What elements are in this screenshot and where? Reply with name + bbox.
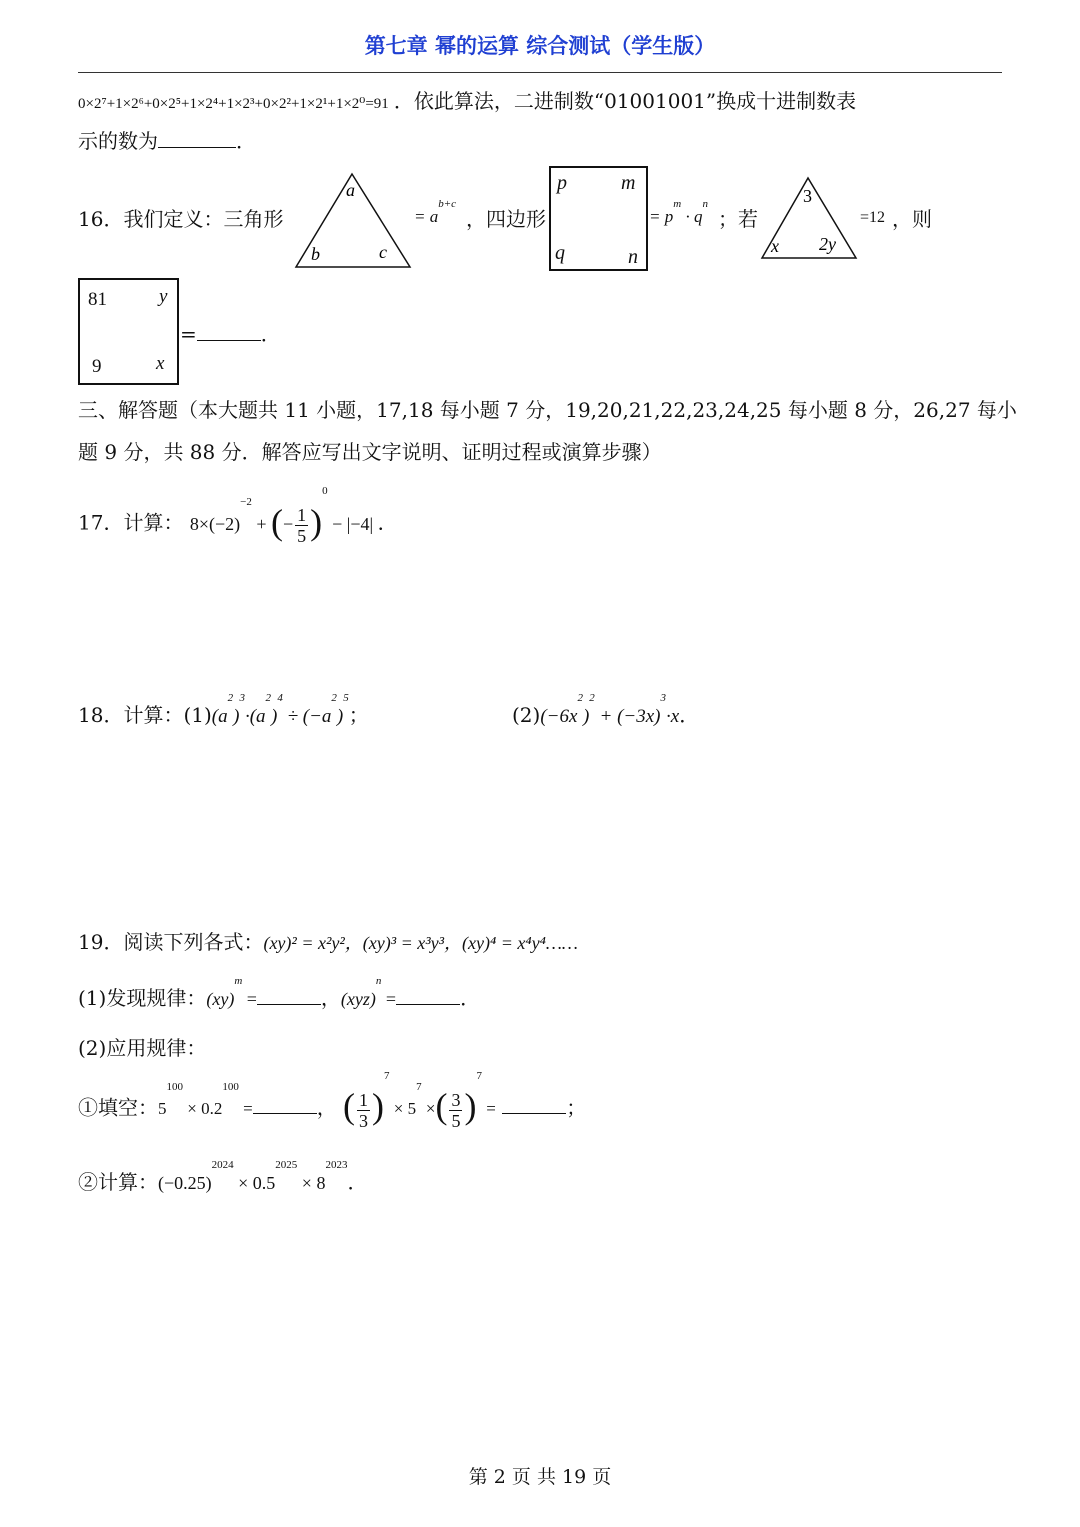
q16-tri2-value: =12 [860,209,886,226]
q15-text2: 示的数为 [78,129,158,153]
q15-line2 [78,127,256,155]
q19-c1-exp3: 7 [476,1070,482,1082]
q19-c1-sep: ， [316,1095,337,1120]
q19-c1-b-exp: 100 [222,1081,239,1093]
q19-c1-lead: ①填空： [78,1095,158,1120]
q17-part1: 8×(−2) [189,513,241,534]
tri2-left-label: x [771,236,779,256]
q17-neg: − [282,513,294,534]
q17-rparen: ) [310,501,323,542]
q18-lead2: (2) [512,703,541,727]
q19-c1-blank-a[interactable] [253,1095,317,1114]
q18-e1-4: ·(a [244,706,266,727]
q16-def2-exp-n: n [702,198,708,210]
quad2-tl-label: 81 [88,289,107,310]
q18-lead: 18．计算：(1) [78,703,212,727]
quad1-br-label: n [628,246,638,268]
q19-p1-end: ． [460,986,481,1010]
q19-intro [78,928,578,957]
q16-answer-blank[interactable] [197,322,261,341]
q17-zero-exp: 0 [322,485,328,497]
triangle-diagram-2 [760,176,858,262]
section3-line2: 题 9 分，共 88 分．解答应写出文字说明、证明过程或演算步骤） [78,440,662,464]
q18-e2-7: ． [679,703,700,727]
tri2-right-label: 2y [819,234,836,254]
tri1-top-label: a [346,180,355,200]
q15-line1 [78,87,856,115]
q19-c1-b: × 0.2 [183,1099,223,1119]
q18-e1-5: 2 [265,692,272,704]
q19-c1-end: ； [566,1095,587,1120]
q16-cond: ；若 [718,207,758,231]
q18-e1-9: 2 [331,692,337,704]
q19-c1-eq: = [238,1099,253,1119]
q18-e2-0: (−6x [540,706,578,727]
q19-c1-rparen2: ) [464,1086,477,1127]
q17-frac-num: 1 [297,505,307,525]
q18-e2-1: 2 [577,692,583,704]
q16-def1 [414,198,457,227]
quad2-tr-label: y [159,286,168,307]
q19-c1-rparen1: ) [372,1086,385,1127]
q18-expr1 [211,692,349,727]
q18-expr2 [540,692,680,727]
q17-plus: + [251,513,271,534]
q19-c1-frac1 [357,1090,370,1131]
q17-lparen: ( [270,501,283,542]
tri1-right-label: c [379,242,387,262]
q18-e2-2: ) [582,706,590,727]
q19-c1-f1-den: 3 [359,1111,369,1131]
q19-c2-lead: ②计算： [78,1170,158,1194]
q18-e1-6: ) [271,706,278,727]
q18-part2 [512,692,700,731]
q16-then: ，则 [892,207,932,231]
q19-c1-f2-den: 5 [451,1111,461,1131]
q16-def2-exp-m: m [673,198,682,210]
q19-lead: 19．阅读下列各式： [78,930,264,954]
q19-c1-f2-num: 3 [451,1090,461,1110]
quadrilateral-diagram-1 [549,166,648,271]
q16-end: ． [260,322,281,346]
quad1-tr-label: m [621,172,636,194]
q19-c1-mid: × 5 [389,1099,417,1119]
q19-c1-eq2: = [481,1099,496,1119]
q19-c1-times: × [421,1099,436,1119]
q16-eq: = [180,322,197,346]
q19-c2-c: × 8 [297,1173,326,1193]
q19-c2-b-exp: 2025 [275,1159,298,1171]
q18-e1-8: ÷ (−a [282,706,332,727]
q18-e1-2: ) [233,706,240,727]
q19-part1 [78,975,481,1013]
q18-e2-3: 2 [589,692,595,704]
q17-lead: 17．计算： [78,510,184,535]
q15-formula: 0×2⁷+1×2⁶+0×2⁵+1×2⁴+1×2³+0×2²+1×2¹+1×2⁰=91 [78,96,389,112]
q16-def2 [649,198,708,227]
q19-examples: (xy)² = x²y²，(xy)³ = x³y³，(xy)⁴ = x⁴y⁴…… [263,933,578,953]
q19-c1-lparen2: ( [435,1086,448,1127]
quadrilateral-diagram-2 [78,278,179,385]
q19-fill [78,1070,587,1140]
quad1-bl-label: q [555,242,565,264]
q19-c2-b: × 0.5 [233,1173,276,1193]
q19-c1-frac2 [449,1090,462,1131]
q19-c2-a: (−0.25) [158,1173,212,1193]
q17-frac-den: 5 [297,526,307,546]
q18-e1-10: ) [336,706,344,727]
q19-p1-sep: ， [320,986,341,1010]
q18-e2-6: ·x [666,706,680,727]
q19-p1-b: (xyz) [340,989,376,1009]
q16-def1-exp: b+c [438,198,457,210]
q18-e1-12: ； [348,703,369,727]
q16-def2-p: = p [649,207,674,226]
triangle-diagram-1 [294,172,412,270]
q19-c1-exp2: 7 [416,1081,422,1093]
q19-c1-expr2 [343,1070,496,1131]
q19-p1-b-exp: n [375,975,382,987]
quad2-bl-label: 9 [92,356,102,377]
q16-def1-base: = a [414,207,439,226]
q18-e2-4: + (−3x) [594,706,661,727]
q15-end: ． [236,129,256,153]
q17-abs: − |−4| [327,513,374,534]
page-title: 第七章 幂的运算 综合测试（学生版） [364,33,716,58]
q16-def2-q: · q [681,207,703,226]
q19-c2-a-exp: 2024 [211,1159,234,1171]
tri2-top-label: 3 [803,186,812,206]
q18-e1-11: 5 [343,692,349,704]
q19-p1-eq-b: = [381,989,397,1009]
q19-c1-a-exp: 100 [166,1081,183,1093]
q18-e1-7: 4 [277,692,283,704]
q17-expr [189,485,378,546]
q19-c1-f1-num: 1 [359,1090,369,1110]
q17-end: ． [377,510,398,535]
q19-p1-blank-a[interactable] [257,986,321,1005]
q18-e1-1: 2 [227,692,234,704]
q18-e2-5: 3 [660,692,666,704]
q16-answer-line [180,320,281,348]
q19-c1-lparen1: ( [343,1086,356,1127]
q15-answer-blank[interactable] [158,129,236,148]
q18-e1-3: 3 [239,692,245,704]
q17 [78,485,398,546]
q16-lead: 16．我们定义：三角形 [78,207,284,231]
q19-p1-eq-a: = [242,989,257,1009]
q18-part1 [78,692,369,731]
header-divider [78,72,1002,73]
q19-part2: (2)应用规律： [78,1036,207,1060]
q19-p1-blank-b[interactable] [396,986,460,1005]
q17-fraction [295,505,308,546]
q15-text1: ．依此算法，二进制数“01001001”换成十进制数表 [393,89,857,113]
tri1-left-label: b [311,244,320,264]
q19-p1-a-exp: m [234,975,243,987]
q19-p1-lead: (1)发现规律： [78,986,207,1010]
q18-e1-0: (a [211,706,228,727]
q19-compute [78,1159,368,1197]
quad1-tl-label: p [557,172,567,194]
q19-c2-c-exp: 2023 [325,1159,348,1171]
quad2-br-label: x [156,353,165,374]
q19-c1-a: 5 [158,1099,167,1119]
q19-c1-exp1: 7 [384,1070,390,1082]
q16-mid: ，四边形 [466,207,546,231]
q19-c1-blank-b[interactable] [502,1095,566,1114]
q19-c2-end: ． [347,1170,368,1194]
q19-p1-a: (xy) [206,989,235,1009]
page-footer: 第 2 页 共 19 页 [468,1466,612,1488]
section3-line1: 三、解答题（本大题共 11 小题，17,18 每小题 7 分，19,20,21,22,23,24,25 每小题 8 分，26,27 每小 [78,398,1017,422]
q17-part1-exp: −2 [240,496,252,508]
